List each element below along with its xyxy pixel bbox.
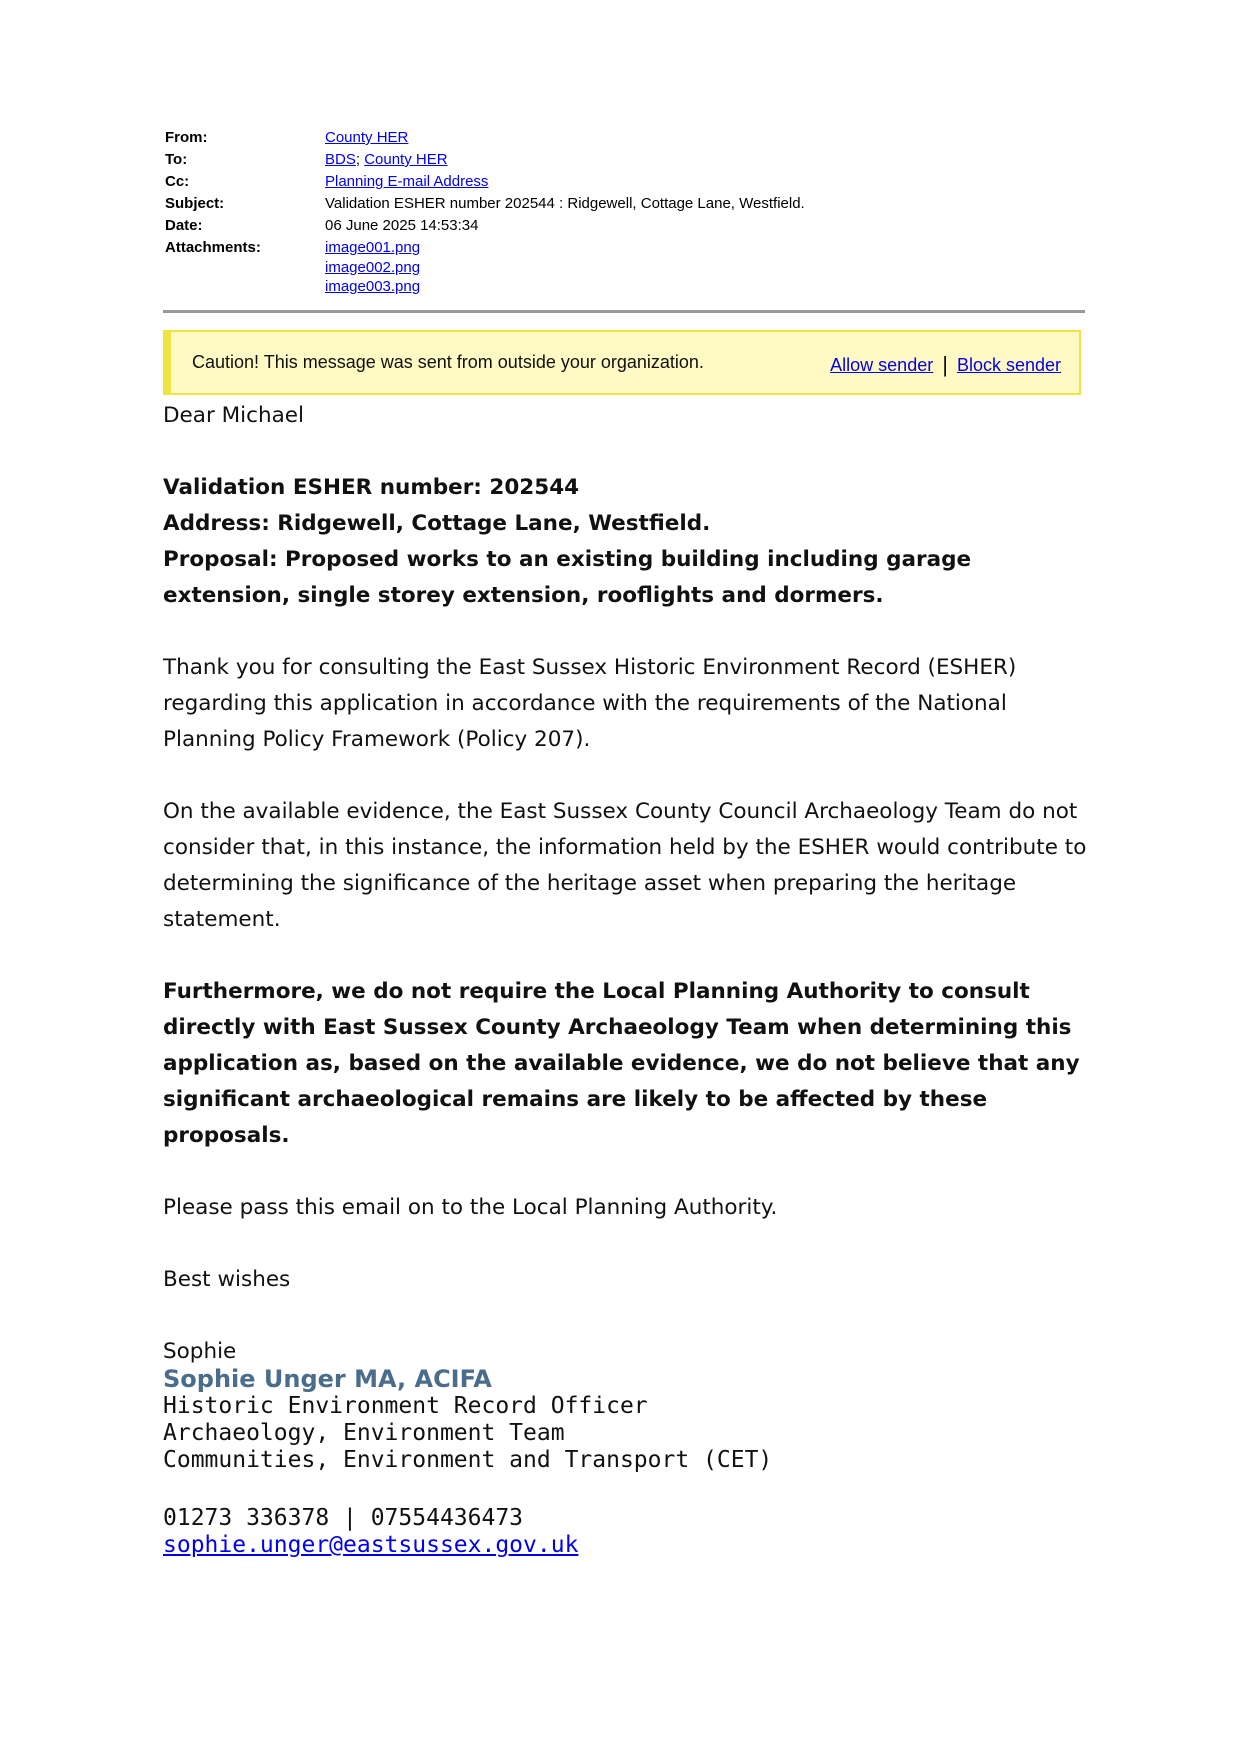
header-divider	[163, 310, 1085, 313]
date-row	[165, 216, 805, 238]
caution-text: Caution! This message was sent from outside your organization.	[192, 352, 704, 372]
email-body	[163, 398, 1093, 1406]
date-value: 06 June 2025 14:53:34	[325, 217, 479, 234]
subject-label: Subject:	[165, 195, 225, 212]
to-link-bds[interactable]: BDS	[325, 151, 356, 168]
subject-value: Validation ESHER number 202544 : Ridgewell, Cottage Lane, Westfield.	[325, 195, 805, 212]
paragraph-furthermore: Furthermore, we do not require the Local Planning Authority to consult directly with East Sussex County Archaeology Team when determining this application as, based on the available evidence, we do not believe that any significant archaeological remains are likely to be affected by these proposals.	[163, 979, 1080, 1148]
signature-name: Sophie Unger MA, ACIFA	[163, 1365, 492, 1393]
cc-label: Cc:	[165, 173, 190, 190]
attachment-link[interactable]: image001.png	[325, 239, 421, 256]
signature-phones: 01273 336378 | 07554436473	[163, 1505, 524, 1531]
caution-banner	[163, 330, 1081, 395]
paragraph-evidence: On the available evidence, the East Sussex County Council Archaeology Team do not consider that, in this instance, the information held by the ESHER would contribute to determining the significance of the heritage asset when preparing the heritage statement.	[163, 799, 1087, 932]
heading-proposal: Proposal: Proposed works to an existing building including garage extension, single storey extension, rooflights and dormers.	[163, 547, 972, 608]
paragraph-consultation: Thank you for consulting the East Sussex Historic Environment Record (ESHER) regarding this application in accordance with the requirements of the National Planning Policy Framework (Policy 207).	[163, 655, 1017, 752]
date-label: Date:	[165, 217, 203, 234]
signature-email-link[interactable]: sophie.unger@eastsussex.gov.uk	[163, 1532, 579, 1558]
from-label: From:	[165, 129, 208, 146]
signature-block	[163, 1366, 772, 1559]
heading-address: Address: Ridgewell, Cottage Lane, Westfield.	[163, 511, 711, 536]
attachments-label: Attachments:	[165, 239, 261, 256]
to-row	[165, 150, 805, 172]
email-header	[165, 128, 805, 297]
attachments-row	[165, 238, 805, 297]
signature-title: Historic Environment Record Officer	[163, 1393, 648, 1419]
from-row	[165, 128, 805, 150]
attachment-link[interactable]: image002.png	[325, 258, 421, 276]
signoff: Best wishes	[163, 1267, 291, 1292]
block-sender-link[interactable]: Block sender	[956, 354, 1061, 375]
to-link-county-her[interactable]: County HER	[364, 151, 448, 168]
signature-department: Communities, Environment and Transport (CET)	[163, 1447, 773, 1473]
to-separator: ;	[355, 151, 361, 168]
attachment-link[interactable]: image003.png	[325, 278, 421, 295]
banner-actions	[830, 352, 1061, 378]
cc-link[interactable]: Planning E-mail Address	[325, 173, 489, 190]
heading-number: Validation ESHER number: 202544	[163, 475, 580, 500]
signoff-name: Sophie	[163, 1339, 237, 1364]
banner-separator: |	[942, 352, 948, 377]
cc-row	[165, 172, 805, 194]
from-link[interactable]: County HER	[325, 129, 409, 146]
subject-row	[165, 194, 805, 216]
greeting: Dear Michael	[163, 403, 304, 428]
to-label: To:	[165, 151, 188, 168]
paragraph-pass-on: Please pass this email on to the Local Planning Authority.	[163, 1195, 778, 1220]
allow-sender-link[interactable]: Allow sender	[830, 354, 934, 375]
signature-team: Archaeology, Environment Team	[163, 1420, 565, 1446]
